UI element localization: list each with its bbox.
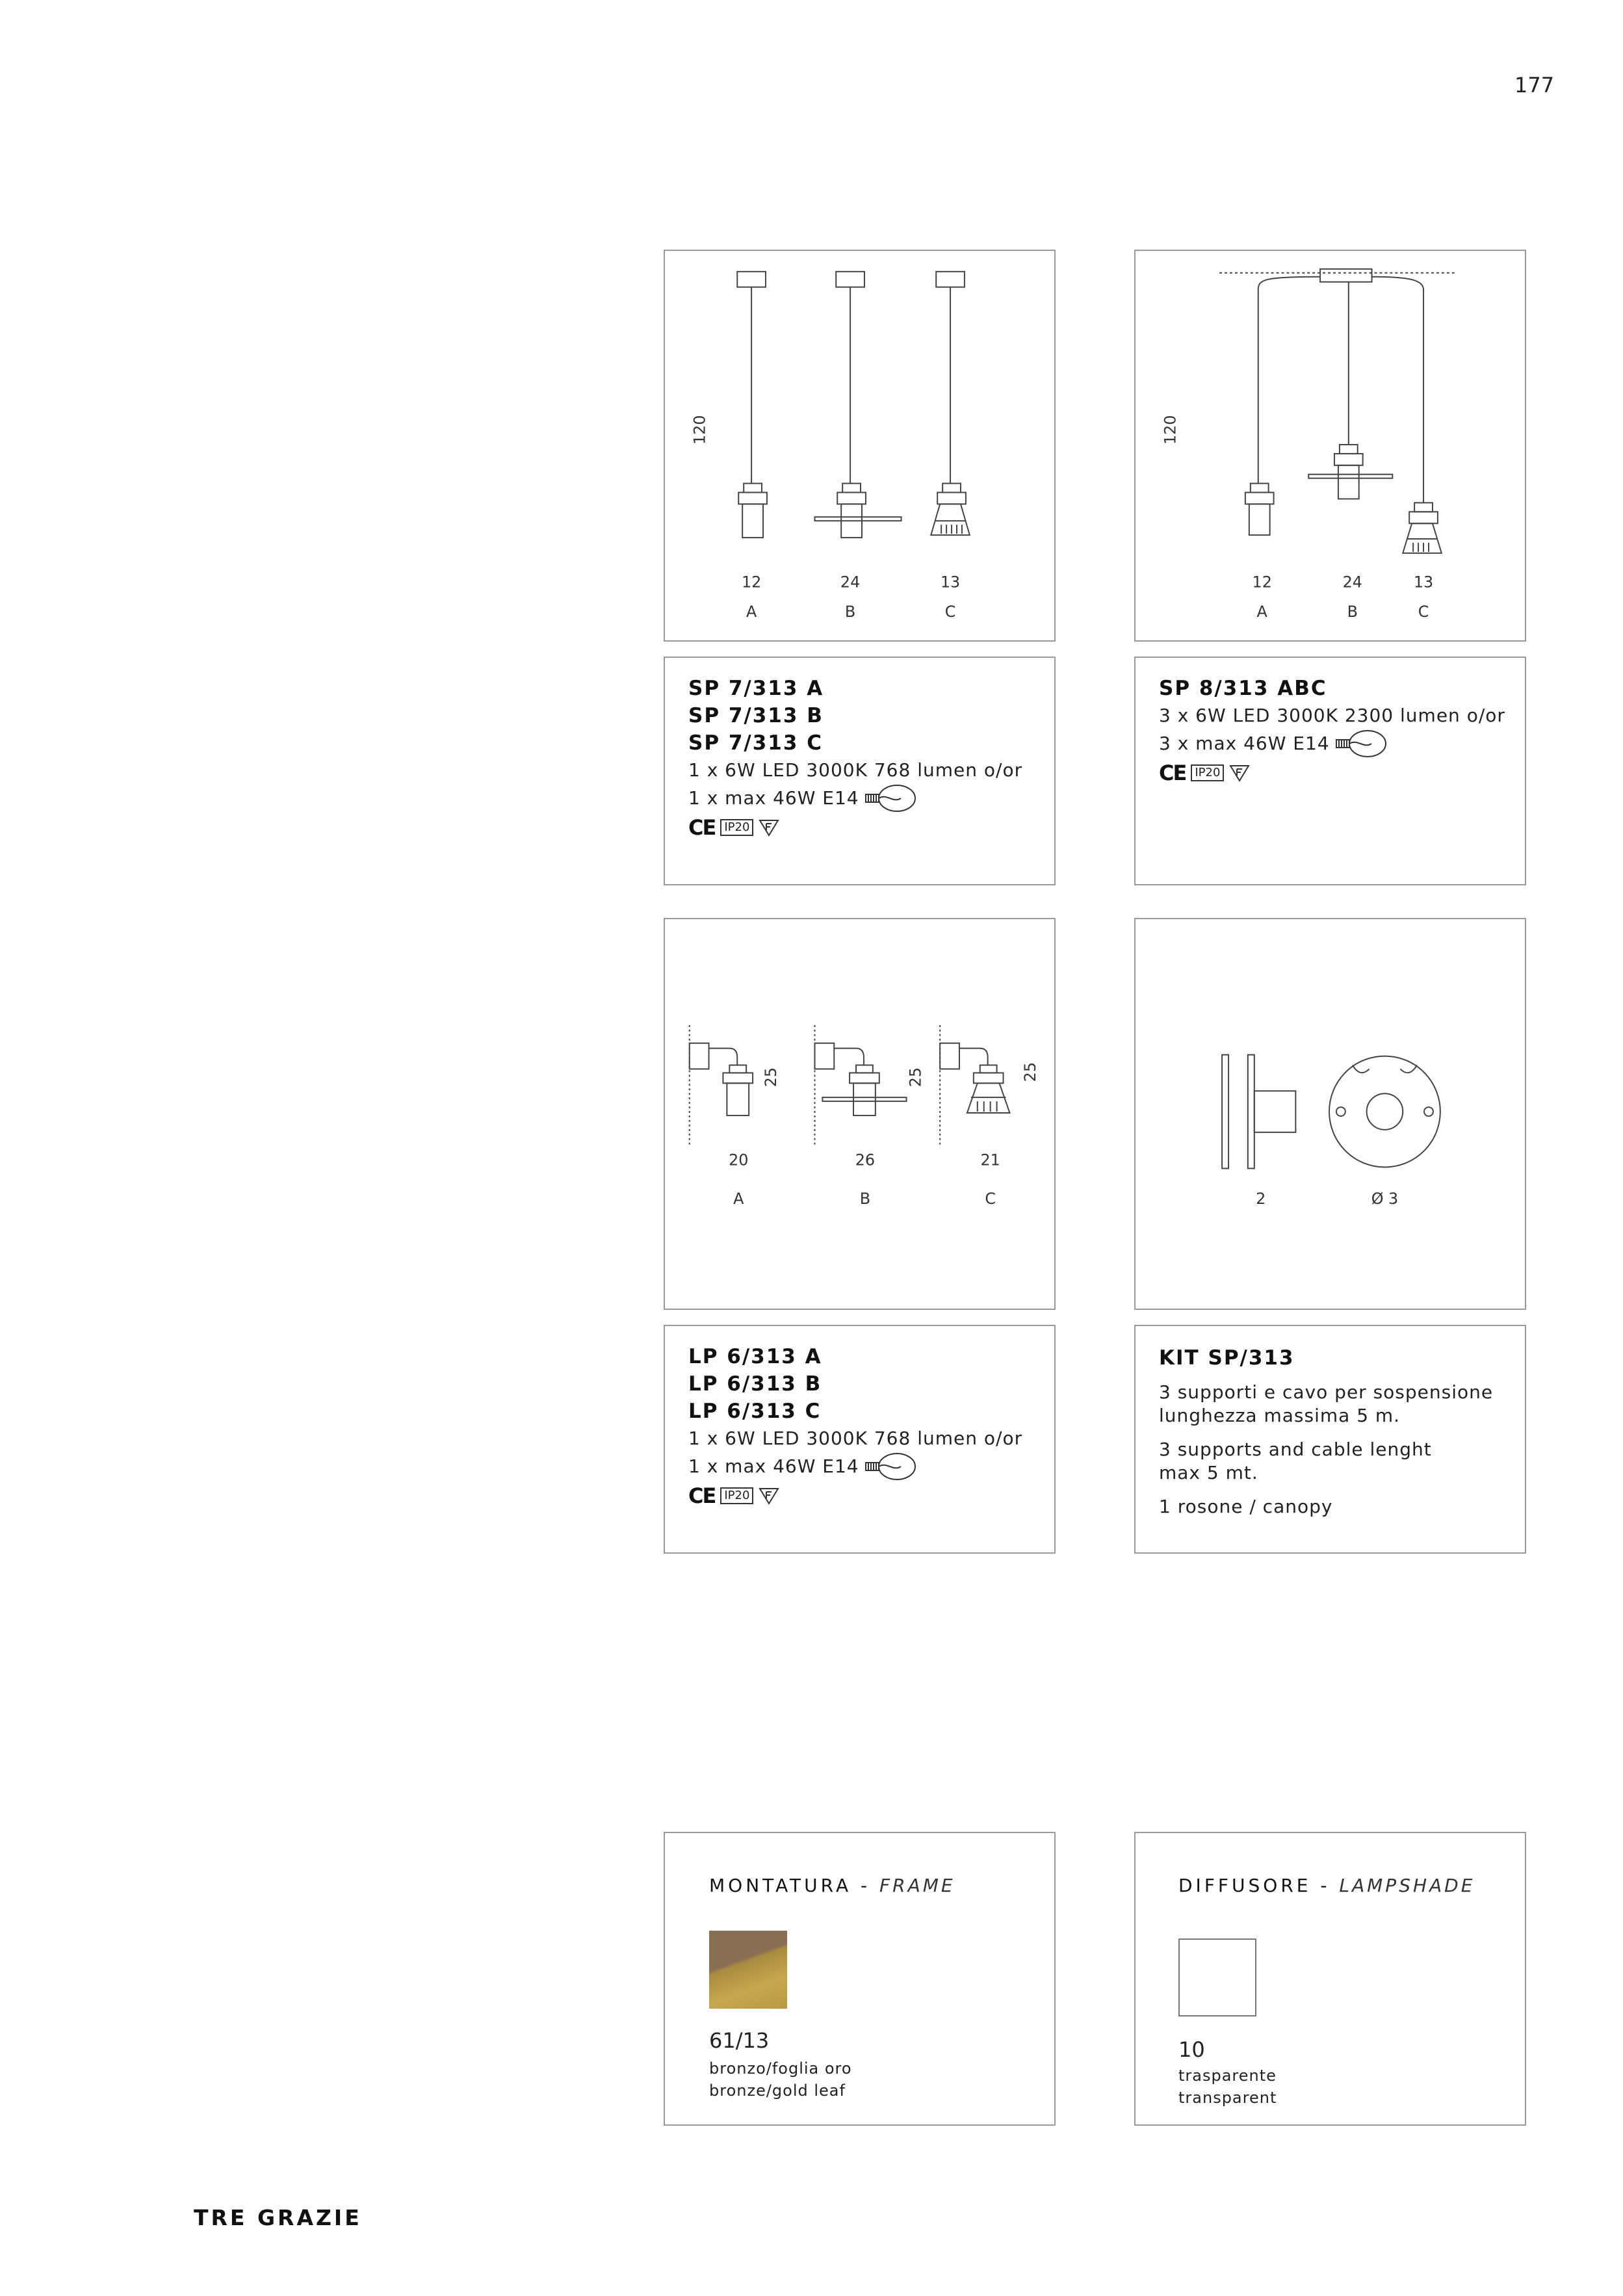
kit-desc-en-line1: 3 supports and cable lenght <box>1159 1439 1432 1460</box>
height-label-a: 25 <box>761 1067 780 1088</box>
letter-label-c: C <box>944 603 956 621</box>
spec-led: 1 x 6W LED 3000K 768 lumen o/or <box>688 759 1023 781</box>
diagram-lp6-panel <box>664 918 1056 1310</box>
size-label-c: 13 <box>1413 573 1434 592</box>
lampshade-finish-card <box>1134 1832 1526 2126</box>
frame-finish-card <box>664 1832 1056 2126</box>
ce-mark-icon: CE <box>688 815 716 840</box>
letter-label-b: B <box>859 1190 871 1208</box>
frame-code: 61/13 <box>709 2028 770 2053</box>
product-code-a: SP 7/313 A <box>688 677 824 700</box>
letter-label-b: B <box>844 603 856 621</box>
bronze-gold-swatch <box>709 1931 787 2009</box>
product-code: KIT SP/313 <box>1159 1346 1295 1370</box>
spec-led: 3 x 6W LED 3000K 2300 lumen o/or <box>1159 705 1505 726</box>
f-mark-icon <box>759 1487 779 1505</box>
page-number: 177 <box>1514 73 1555 98</box>
frame-heading-sep: - <box>851 1875 880 1896</box>
letter-label-c: C <box>1418 603 1429 621</box>
letter-label-b: B <box>1347 603 1358 621</box>
spec-max: 1 x max 46W E14 <box>688 1455 859 1477</box>
size-label-b: 26 <box>855 1151 876 1169</box>
ce-mark-icon: CE <box>1159 761 1186 785</box>
frame-desc-en: bronze/gold leaf <box>709 2081 846 2100</box>
lampshade-heading-en: LAMPSHADE <box>1339 1875 1475 1896</box>
frame-heading <box>709 1875 955 1896</box>
lp6-spec-card <box>664 1325 1056 1554</box>
diagram-sp7-panel <box>664 250 1056 642</box>
size-label-b: 24 <box>1342 573 1362 592</box>
product-code: SP 8/313 ABC <box>1159 677 1327 700</box>
height-label-b: 25 <box>906 1067 925 1088</box>
bulb-icon <box>864 1452 916 1481</box>
size-label-a: 12 <box>1252 573 1272 592</box>
footer-brand: TRE GRAZIE <box>194 2205 362 2230</box>
f-mark-icon <box>1229 764 1250 782</box>
diagram-sp8-panel <box>1134 250 1526 642</box>
letter-label-a: A <box>746 603 757 621</box>
height-label: 120 <box>690 415 709 445</box>
ip-rating-badge: IP20 <box>1191 764 1224 781</box>
spec-max: 1 x max 46W E14 <box>688 787 859 809</box>
sp8-technical-drawing <box>1136 251 1525 640</box>
ce-mark-icon: CE <box>688 1483 716 1508</box>
size-label-b: 24 <box>840 573 861 592</box>
lampshade-desc-en: transparent <box>1178 2089 1277 2107</box>
product-code-a: LP 6/313 A <box>688 1345 822 1368</box>
size-label-a: 12 <box>741 573 762 592</box>
kit-canopy: 1 rosone / canopy <box>1159 1496 1333 1517</box>
product-code-b: SP 7/313 B <box>688 704 824 727</box>
kit-technical-drawing <box>1136 919 1525 1309</box>
kit-desc-it-line2: lunghezza massima 5 m. <box>1159 1405 1401 1426</box>
kit-desc-it-line1: 3 supporti e cavo per sospensione <box>1159 1381 1494 1403</box>
bulb-icon <box>1335 729 1387 758</box>
height-label-c: 25 <box>1021 1062 1040 1082</box>
size-label-a: 20 <box>729 1151 749 1169</box>
depth-label: 2 <box>1256 1190 1266 1208</box>
lampshade-heading-sep: - <box>1311 1875 1340 1896</box>
diameter-label: Ø 3 <box>1371 1190 1399 1208</box>
lampshade-heading-it: DIFFUSORE <box>1178 1875 1312 1896</box>
diagram-kit-panel <box>1134 918 1526 1310</box>
sp7-technical-drawing <box>665 251 1054 640</box>
product-code-c: SP 7/313 C <box>688 731 823 755</box>
bulb-icon <box>864 784 916 813</box>
product-code-c: LP 6/313 C <box>688 1400 822 1423</box>
frame-desc-it: bronzo/foglia oro <box>709 2059 852 2078</box>
lampshade-desc-it: trasparente <box>1178 2067 1277 2085</box>
product-code-b: LP 6/313 B <box>688 1372 822 1396</box>
letter-label-c: C <box>985 1190 996 1208</box>
letter-label-a: A <box>1256 603 1267 621</box>
frame-heading-en: FRAME <box>879 1875 955 1896</box>
height-label: 120 <box>1161 415 1180 445</box>
f-mark-icon <box>759 818 779 837</box>
lp6-technical-drawing <box>665 919 1054 1309</box>
sp8-spec-card <box>1134 657 1526 885</box>
lampshade-code: 10 <box>1178 2037 1205 2062</box>
frame-heading-it: MONTATURA <box>709 1875 852 1896</box>
transparent-swatch <box>1178 1938 1256 2016</box>
ip-rating-badge: IP20 <box>720 1487 753 1504</box>
spec-led: 1 x 6W LED 3000K 768 lumen o/or <box>688 1428 1023 1449</box>
kit-desc-en-line2: max 5 mt. <box>1159 1462 1258 1483</box>
spec-max: 3 x max 46W E14 <box>1159 733 1330 754</box>
kit-spec-card <box>1134 1325 1526 1554</box>
letter-label-a: A <box>733 1190 744 1208</box>
lampshade-heading <box>1178 1875 1475 1896</box>
size-label-c: 13 <box>940 573 961 592</box>
size-label-c: 21 <box>980 1151 1000 1169</box>
sp7-spec-card <box>664 657 1056 885</box>
ip-rating-badge: IP20 <box>720 819 753 836</box>
